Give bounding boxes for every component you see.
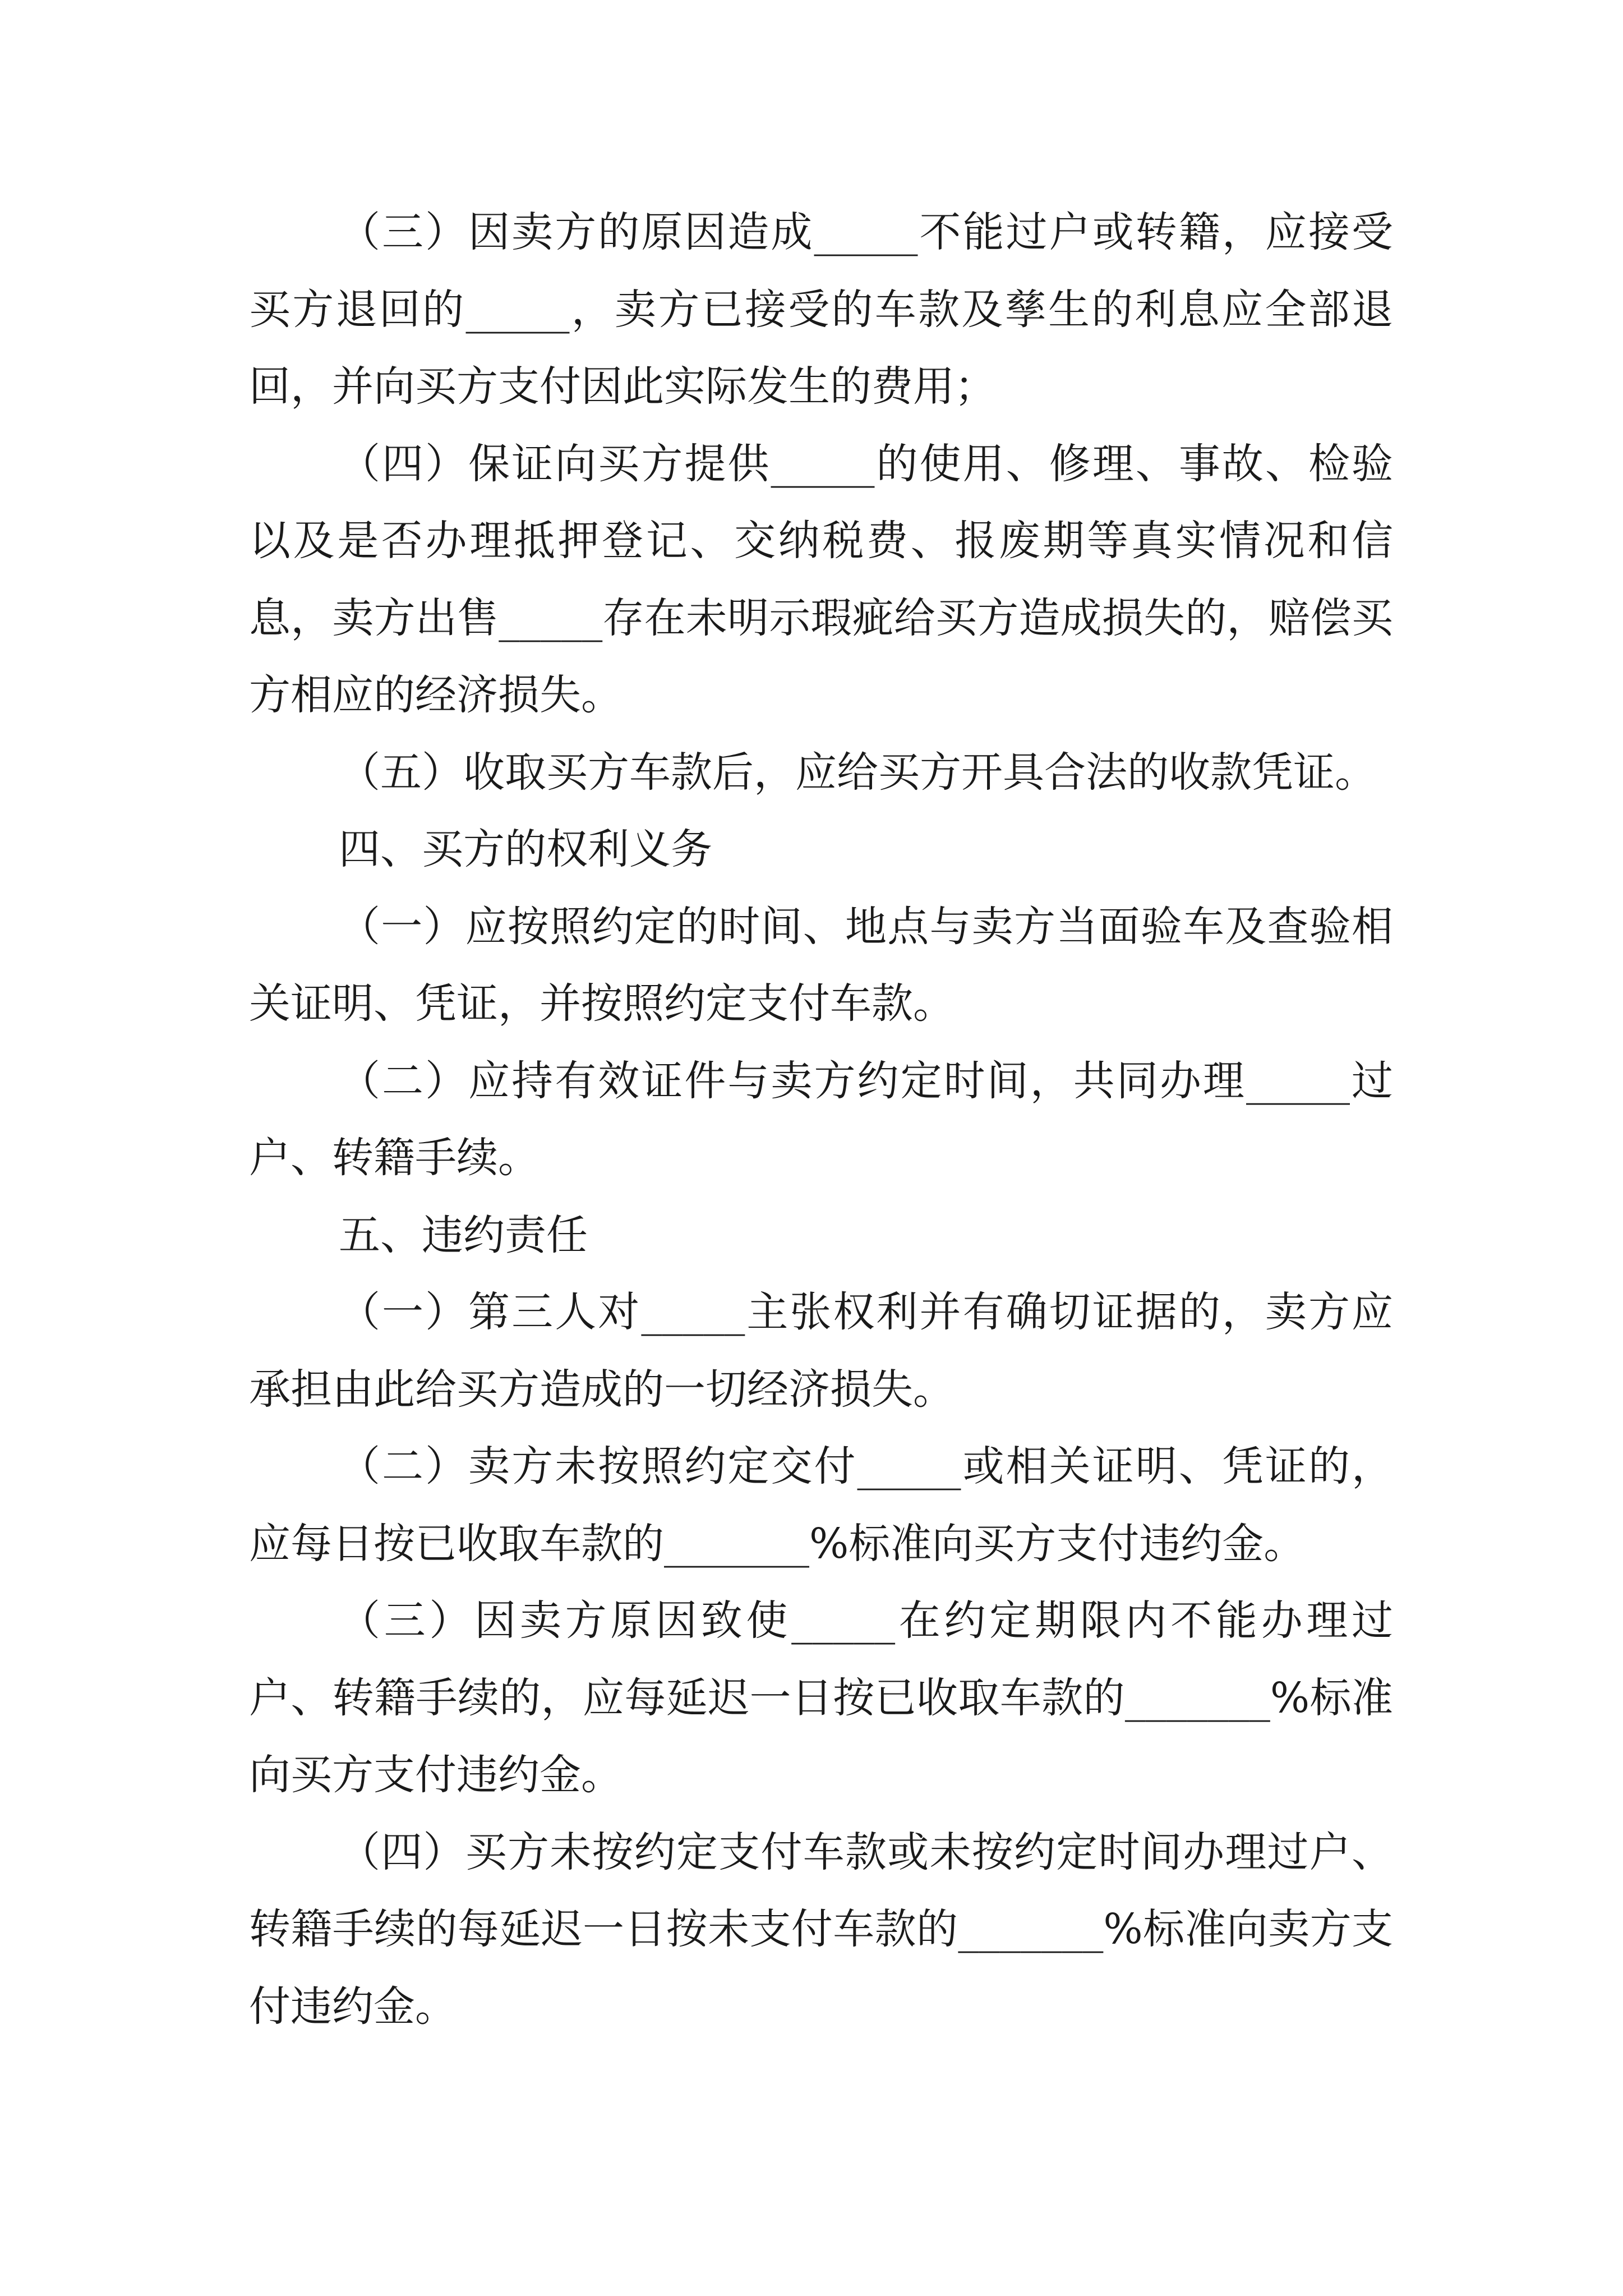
clause-liability-2: （二）卖方未按照约定交付_____或相关证明、凭证的，应每日按已收取车款的_______%标准向买方支付违约金。 (249, 1442, 1393, 1568)
clause-liability-4: （四）买方未按约定支付车款或未按约定时间办理过户、转籍手续的每延迟一日按未支付车款的_______%标准向卖方支付违约金。 (249, 1828, 1393, 2031)
clause-seller-5: （五）收取买方车款后，应给买方开具合法的收款凭证。 (339, 748, 1376, 797)
clause-liability-3: （三）因卖方原因致使_____在约定期限内不能办理过户、转籍手续的，应每延迟一日按已收取车款的_______%标准向买方支付违约金。 (249, 1596, 1393, 1799)
section-heading-buyer-rights: 四、买方的权利义务 (339, 825, 712, 873)
contract-body (249, 194, 1393, 2045)
clause-seller-4: （四）保证向买方提供_____的使用、修理、事故、检验以及是否办理抵押登记、交纳税费、报废期等真实情况和信息，卖方出售_____存在未明示瑕疵给买方造成损失的，赔偿买方相应的经济损失。 (249, 439, 1393, 719)
clause-buyer-1: （一）应按照约定的时间、地点与卖方当面验车及查验相关证明、凭证，并按照约定支付车款。 (249, 902, 1393, 1028)
clause-liability-1: （一）第三人对_____主张权利并有确切证据的，卖方应承担由此给买方造成的一切经济损失。 (249, 1288, 1393, 1414)
clause-seller-3: （三）因卖方的原因造成_____不能过户或转籍，应接受买方退回的_____，卖方已接受的车款及孳生的利息应全部退回，并向买方支付因此实际发生的费用； (249, 208, 1393, 411)
section-heading-liability: 五、违约责任 (339, 1211, 588, 1259)
clause-buyer-2: （二）应持有效证件与卖方约定时间，共同办理_____过户、转籍手续。 (249, 1056, 1393, 1182)
